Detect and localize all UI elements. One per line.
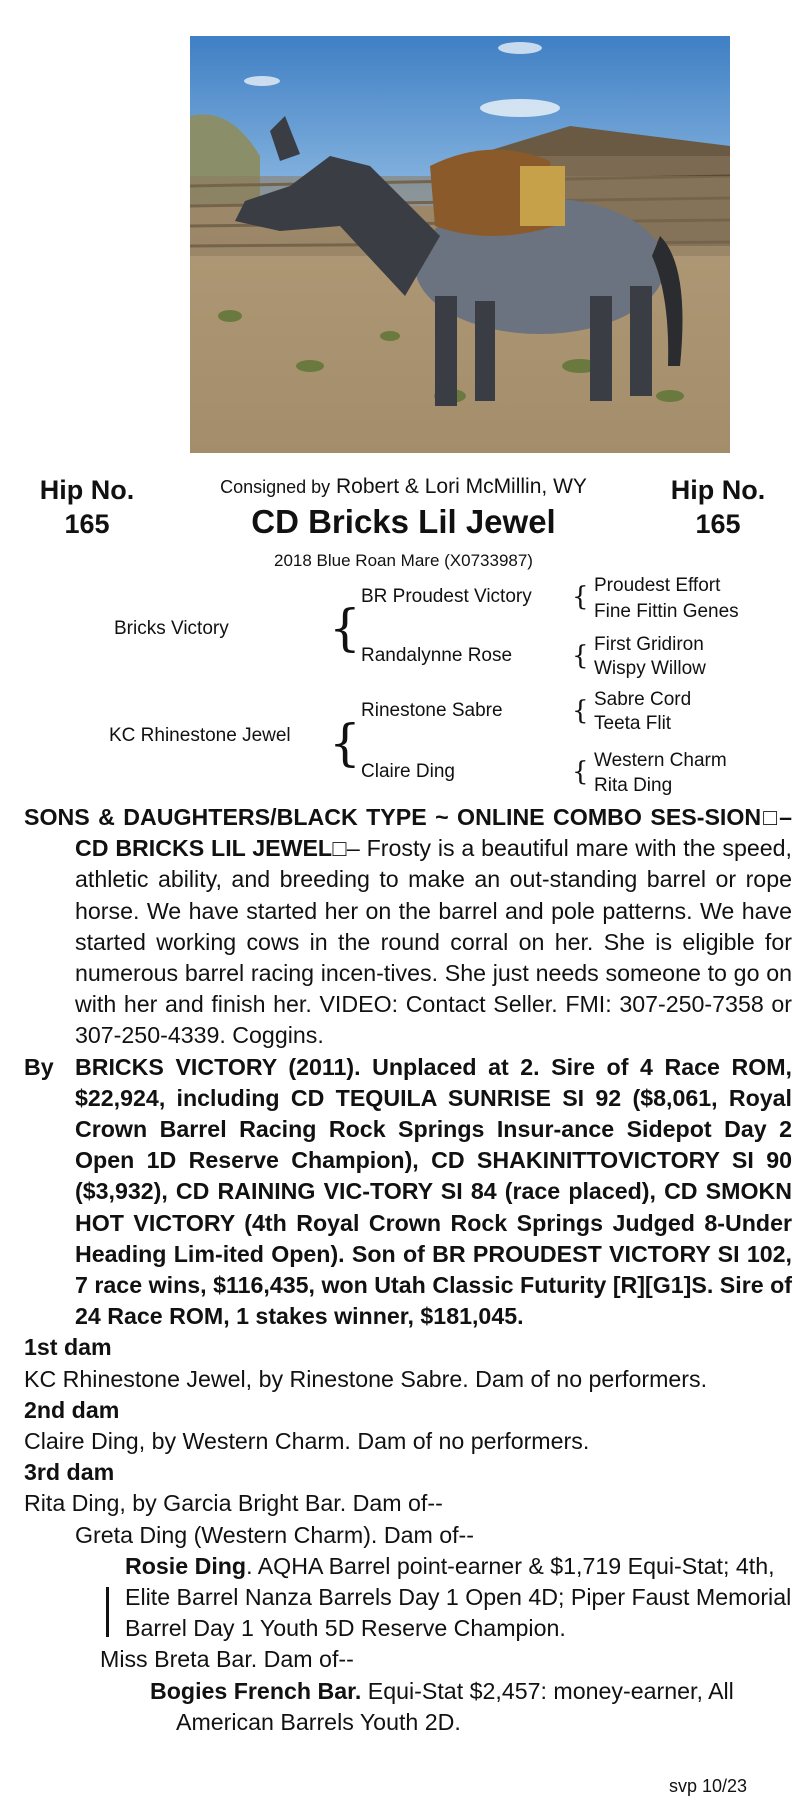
second-dam-heading: 2nd dam <box>24 1396 120 1423</box>
horse-photo <box>190 36 730 453</box>
sire-brace: { <box>329 599 361 657</box>
pedigree-sire-sire: BR Proudest Victory <box>361 586 532 607</box>
pedigree-g7: Western Charm <box>594 750 727 771</box>
hip-number: 165 <box>695 509 741 539</box>
first-dam-text: KC Rhinestone Jewel, by Rinestone Sabre. Dam of no performers. <box>24 1365 708 1392</box>
brace-g78: { <box>572 757 589 787</box>
pedigree-dam: KC Rhinestone Jewel <box>109 725 291 746</box>
bogies-text: Equi-Stat $2,457: money-earner, All American Barrels Youth 2D. <box>176 1677 734 1735</box>
sire-paragraph <box>24 1052 792 1333</box>
pedigree-sire-dam: Randalynne Rose <box>361 645 513 666</box>
pedigree-dam-sire: Rinestone Sabre <box>361 700 503 721</box>
pedigree-g4: Wispy Willow <box>594 658 706 679</box>
sire-text: BRICKS VICTORY (2011). Unplaced at 2. Sire of 4 Race ROM, $22,924, including CD TEQUILA SUNRISE SI 92 ($8,061, Royal Crown Barrel Racing Rock Springs Insur-ance Sidepot Day 2 Open 1D Reserve Champion), CD SHAKINITTOVICTORY SI 90 ($3,932), CD RAINING VIC-TORY SI 84 (race placed), CD SMOKN HOT VICTORY (4th Royal Crown Rock Springs Judged 8-Under Heading Lim-ited Open). Son of BR PROUDEST VICTORY SI 102, 7 race wins, $116,435, won Utah Classic Futurity [R][G1]S. Sire of 24 Race ROM, 1 stakes winner, $181,045. <box>75 1053 792 1330</box>
brace-g12: { <box>572 582 589 612</box>
pedigree-g5: Sabre Cord <box>594 689 692 710</box>
hip-label: Hip No. <box>670 475 766 505</box>
produce-bogies <box>24 1676 792 1738</box>
rosie-text: . AQHA Barrel point-earner & $1,719 Equi-Stat; 4th, Elite Barrel Nanza Barrels Day 1 Open 4D; Piper Faust Memorial Barrel Day 1 Youth 5D Reserve Champion. <box>125 1552 792 1642</box>
sire-by-label: By <box>24 1053 54 1080</box>
pedigree-g8: Rita Ding <box>594 775 673 796</box>
pedigree-g1: Proudest Effort <box>594 575 721 596</box>
consigned-prefix: Consigned by <box>220 477 331 497</box>
pedigree-g2: Fine Fittin Genes <box>594 601 739 622</box>
dam-brace: { <box>329 714 361 772</box>
hip-label: Hip No. <box>39 475 135 505</box>
pedigree-g3: First Gridiron <box>594 634 704 655</box>
consignor-line <box>160 475 647 499</box>
bogies-name: Bogies French Bar. <box>150 1677 362 1704</box>
brace-g34: { <box>572 641 589 671</box>
pedigree-sire: Bricks Victory <box>114 618 229 639</box>
first-dam-heading: 1st dam <box>24 1334 112 1361</box>
horse-photo-illustration <box>190 36 730 453</box>
brace-g56: { <box>572 696 589 726</box>
second-dam-text: Claire Ding, by Western Charm. Dam of no performers. <box>24 1428 590 1455</box>
produce-greta: Greta Ding (Western Charm). Dam of-- <box>75 1521 474 1548</box>
rosie-name: Rosie Ding <box>125 1552 247 1579</box>
hip-number-left <box>17 473 157 541</box>
produce-rosie <box>24 1551 792 1645</box>
vertical-rule <box>106 1587 109 1637</box>
hip-number: 165 <box>64 509 110 539</box>
description-paragraph <box>24 802 792 1052</box>
hip-number-right <box>648 473 788 541</box>
pedigree-dam-dam: Claire Ding <box>361 761 455 782</box>
horse-description: 2018 Blue Roan Mare (X0733987) <box>274 551 533 570</box>
description-lead: SONS & DAUGHTERS/BLACK TYPE ~ ONLINE COMBO SES-SION□– CD BRICKS LIL JEWEL□ <box>24 804 792 862</box>
footer-code: svp 10/23 <box>668 1776 747 1796</box>
catalog-text <box>24 802 792 1738</box>
horse-name: CD Bricks Lil Jewel <box>251 503 556 540</box>
third-dam-text: Rita Ding, by Garcia Bright Bar. Dam of-- <box>24 1490 443 1517</box>
consignor-name: Robert & Lori McMillin, WY <box>336 475 587 498</box>
third-dam-heading: 3rd dam <box>24 1459 115 1486</box>
produce-breta: Miss Breta Bar. Dam of-- <box>100 1646 354 1673</box>
pedigree-g6: Teeta Flit <box>594 713 672 734</box>
description-body: – Frosty is a beautiful mare with the speed, athletic ability, and breeding to make an out-standing barrel or rope horse. We have started her on the barrel and pole patterns. We have started working cows in the round corral on her. She is eligible for numerous barrel racing incen-tives. She just needs someone to go on with her and finish her. VIDEO: Contact Seller. FMI: 307-250-7358 or 307-250-4339. Coggins. <box>75 835 792 1049</box>
